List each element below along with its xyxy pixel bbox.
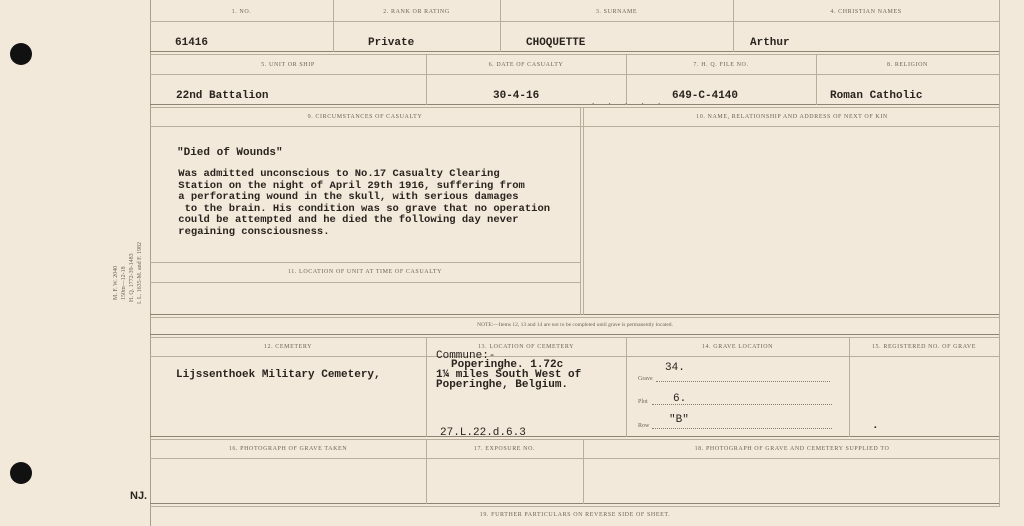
location-line-2: 1¼ miles South West of: [436, 369, 582, 381]
casualty-details: Was admitted unconscious to No.17 Casualty Clearing Station on the night of April 29th 1916, suffering from a perforating wound in the skull, with serious damages to the brain. His condition was so grave that no operation could be attempted and he died the following day never regaining consciousness.: [178, 168, 551, 238]
date-of-casualty: 30-4-16: [493, 90, 540, 102]
rule: [150, 282, 580, 283]
punch-hole-top: [10, 43, 32, 65]
location-line-3: Poperinghe, Belgium.: [436, 379, 569, 391]
exposure-label: 17. EXPOSURE NO.: [473, 446, 536, 452]
rule: [150, 317, 1000, 318]
right-border: [999, 0, 1000, 507]
rule: [150, 506, 1000, 507]
rank-value: Private: [368, 37, 415, 49]
rule: [150, 74, 1000, 75]
divider: [426, 337, 427, 437]
rank-label: 2. RANK OR RATING: [383, 9, 450, 15]
form-code-3: H. Q. 1772-39-1483: [129, 253, 135, 302]
rule: [150, 51, 1000, 52]
cemetery-value: Lijssenthoek Military Cemetery,: [176, 369, 381, 381]
rule: [150, 337, 1000, 338]
rule: [150, 356, 1000, 357]
divider: [583, 107, 584, 315]
hq-file-number: 649-C-4140: [672, 90, 739, 102]
rule: [150, 262, 580, 263]
row-dotted-line: [652, 427, 832, 429]
date-label: 6. DATE OF CASUALTY: [488, 62, 564, 68]
plot-field-label: Plot: [638, 399, 648, 405]
row-value: "B": [669, 414, 689, 426]
divider: [580, 107, 581, 315]
rule: [150, 439, 1000, 440]
grave-dotted-line: [656, 380, 830, 382]
clerk-initials: NJ.: [130, 490, 148, 502]
grave-field-label: Grave: [638, 376, 653, 382]
map-reference: 27.L.22.d.6.3: [440, 427, 526, 439]
rule: [150, 436, 1000, 437]
surname-label: 3. SURNAME: [595, 9, 638, 15]
divider: [500, 0, 501, 52]
rule: [150, 54, 1000, 55]
form-code-1: M. F. W. 2040: [113, 265, 119, 300]
service-number: 61416: [175, 37, 209, 49]
photo-supplied-label: 18. PHOTOGRAPH OF GRAVE AND CEMETERY SUPPLIED TO: [694, 446, 890, 452]
unit-value: 22nd Battalion: [176, 90, 269, 102]
casualty-title: "Died of Wounds": [177, 147, 283, 159]
cemetery-label: 12. CEMETERY: [263, 344, 313, 350]
surname-value: CHOQUETTE: [526, 37, 586, 49]
divider: [333, 0, 334, 52]
christian-names-label: 4. CHRISTIAN NAMES: [830, 9, 902, 15]
next-of-kin-label: 10. NAME, RELATIONSHIP AND ADDRESS OF NEXT OF KIN: [696, 114, 888, 120]
circumstances-label: 9. CIRCUMSTANCES OF CASUALTY: [307, 114, 423, 120]
rule: [150, 21, 1000, 22]
divider: [849, 337, 850, 437]
form-code-4: I. L. 1635-M. and F. 1982: [137, 241, 143, 304]
registered-mark: .: [872, 420, 879, 432]
rule: [150, 126, 1000, 127]
hq-file-label: 7. H. Q. FILE NO.: [693, 62, 749, 68]
rule: [150, 334, 1000, 335]
commune-label: Commune:-: [436, 350, 496, 362]
form-code-2: 150m—12-18: [121, 266, 127, 300]
note-text: NOTE:—Items 12, 13 and 14 are not to be completed until grave is permanently located.: [477, 322, 673, 328]
religion-label: 8. RELIGION: [887, 62, 928, 68]
rule: [150, 503, 1000, 504]
rule: [150, 104, 1000, 105]
divider: [626, 337, 627, 437]
grave-location-label: 14. GRAVE LOCATION: [701, 344, 774, 350]
footer-note: 19. FURTHER PARTICULARS ON REVERSE SIDE OF SHEET.: [479, 512, 671, 518]
registered-no-label: 15. REGISTERED NO. OF GRAVE: [871, 344, 977, 350]
religion-value: Roman Catholic: [830, 90, 923, 102]
rule: [150, 458, 1000, 459]
row-field-label: Row: [638, 423, 650, 429]
photo-taken-label: 16. PHOTOGRAPH OF GRAVE TAKEN: [228, 446, 348, 452]
plot-number: 6.: [673, 393, 687, 405]
rule: [150, 107, 1000, 108]
dot-leader: . . . . .: [592, 96, 667, 106]
location-of-unit-label: 11. LOCATION OF UNIT AT TIME OF CASUALTY: [287, 269, 443, 275]
no-label: 1. NO.: [231, 9, 252, 15]
rule: [150, 314, 1000, 315]
divider: [733, 0, 734, 52]
punch-hole-bottom: [10, 462, 32, 484]
grave-number: 34.: [665, 362, 685, 374]
location-of-cemetery-label: 13. LOCATION OF CEMETERY: [477, 344, 575, 350]
location-line-1: Poperinghe. 1.72c: [451, 359, 564, 371]
unit-label: 5. UNIT OR SHIP: [261, 62, 315, 68]
christian-names-value: Arthur: [750, 37, 790, 49]
